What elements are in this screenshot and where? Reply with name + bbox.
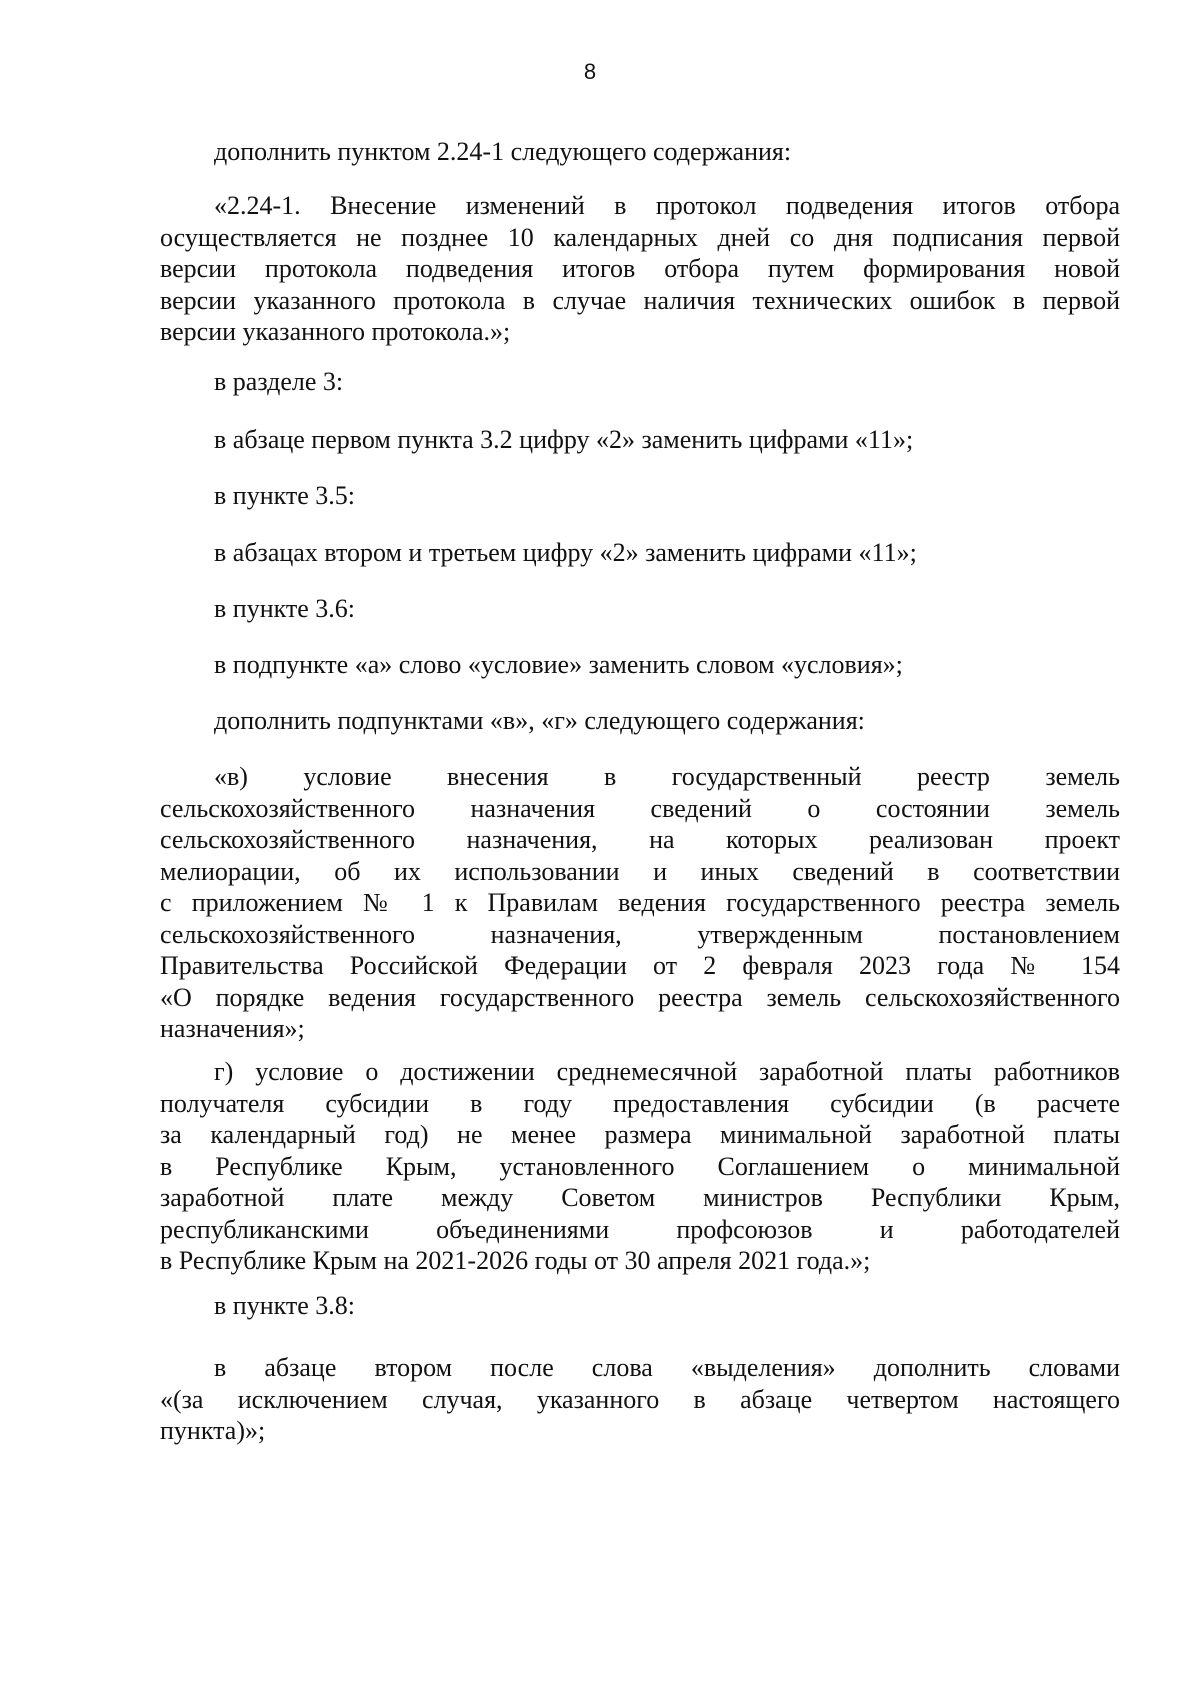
text-line: «2.24-1. Внесение изменений в протокол подведения итогов отбора xyxy=(214,191,1120,220)
text-line: получателя субсидии в году предоставления субсидии (в расчете xyxy=(160,1088,1120,1118)
text-line: сельскохозяйственного назначения, на которых реализован проект xyxy=(160,825,1120,854)
text-line: версии указанного протокола.»; xyxy=(160,317,511,346)
text-line: «О порядке ведения государственного реестра земель сельскохозяйственного xyxy=(160,982,1120,1012)
text-line: республиканскими объединениями профсоюзов и работодателей xyxy=(160,1214,1120,1244)
text-line: за календарный год) не менее размера минимальной заработной платы xyxy=(160,1120,1120,1149)
text-line: «(за исключением случая, указанного в абзаце четвертом настоящего xyxy=(160,1384,1120,1414)
page-number: 8 xyxy=(583,59,597,84)
paragraph-section-3 xyxy=(160,366,1120,398)
paragraph-item-3-2 xyxy=(160,424,1120,456)
paragraph-item-3-6-heading xyxy=(160,593,1120,625)
text-line: назначения»; xyxy=(160,1014,305,1043)
text-line: дополнить подпунктами «в», «г» следующего содержания: xyxy=(214,706,865,735)
text-line: пункта)»; xyxy=(160,1416,266,1445)
text-line: версии указанного протокола в случае наличия технических ошибок в первой xyxy=(160,285,1120,315)
text-line: в пункте 3.5: xyxy=(214,481,356,510)
text-line: осуществляется не позднее 10 календарных дней со дня подписания первой xyxy=(160,222,1120,252)
text-line: в пункте 3.6: xyxy=(214,594,356,623)
text-line: в Республике Крым на 2021-2026 годы от 30 апреля 2021 года.»; xyxy=(160,1246,871,1275)
paragraph-item-3-8 xyxy=(160,1352,1120,1447)
text-line: в абзацах втором и третьем цифру «2» заменить цифрами «11»; xyxy=(214,538,917,567)
text-line: мелиорации, об их использовании и иных сведений в соответствии xyxy=(160,856,1120,886)
text-line: версии протокола подведения итогов отбора путем формирования новой xyxy=(160,254,1120,283)
paragraph-item-3-6-a xyxy=(160,649,1120,681)
text-line: в абзаце втором после слова «выделения» дополнить словами xyxy=(214,1353,1120,1382)
text-line: дополнить пунктом 2.24-1 следующего содержания: xyxy=(214,137,792,166)
text-line: «в) условие внесения в государственный реестр земель xyxy=(214,762,1120,791)
text-line: Правительства Российской Федерации от 2 февраля 2023 года № 154 xyxy=(160,951,1120,980)
text-line: в подпункте «а» слово «условие» заменить словом «условия»; xyxy=(214,650,903,679)
text-line: в разделе 3: xyxy=(214,367,344,396)
paragraph-clause-2-24-1 xyxy=(160,190,1120,348)
paragraph-item-3-5-heading xyxy=(160,480,1120,512)
text-line: заработной плате между Советом министров Республики Крым, xyxy=(160,1183,1120,1212)
text-line: в Республике Крым, установленного Соглашением о минимальной xyxy=(160,1151,1120,1181)
paragraph-subitem-v xyxy=(160,761,1120,1045)
paragraph-add-clause xyxy=(160,136,1120,168)
text-line: сельскохозяйственного назначения сведений о состоянии земель xyxy=(160,793,1120,823)
text-line: в пункте 3.8: xyxy=(214,1291,356,1320)
paragraph-add-subitems xyxy=(160,705,1120,737)
paragraph-item-3-5 xyxy=(160,537,1120,569)
text-line: г) условие о достижении среднемесячной заработной платы работников xyxy=(214,1057,1120,1086)
text-line: в абзаце первом пункта 3.2 цифру «2» заменить цифрами «11»; xyxy=(214,425,914,454)
paragraph-subitem-g xyxy=(160,1056,1120,1277)
paragraph-item-3-8-heading xyxy=(160,1290,1120,1322)
text-line: с приложением № 1 к Правилам ведения государственного реестра земель xyxy=(160,888,1120,917)
text-line: сельскохозяйственного назначения, утвержденным постановлением xyxy=(160,919,1120,949)
